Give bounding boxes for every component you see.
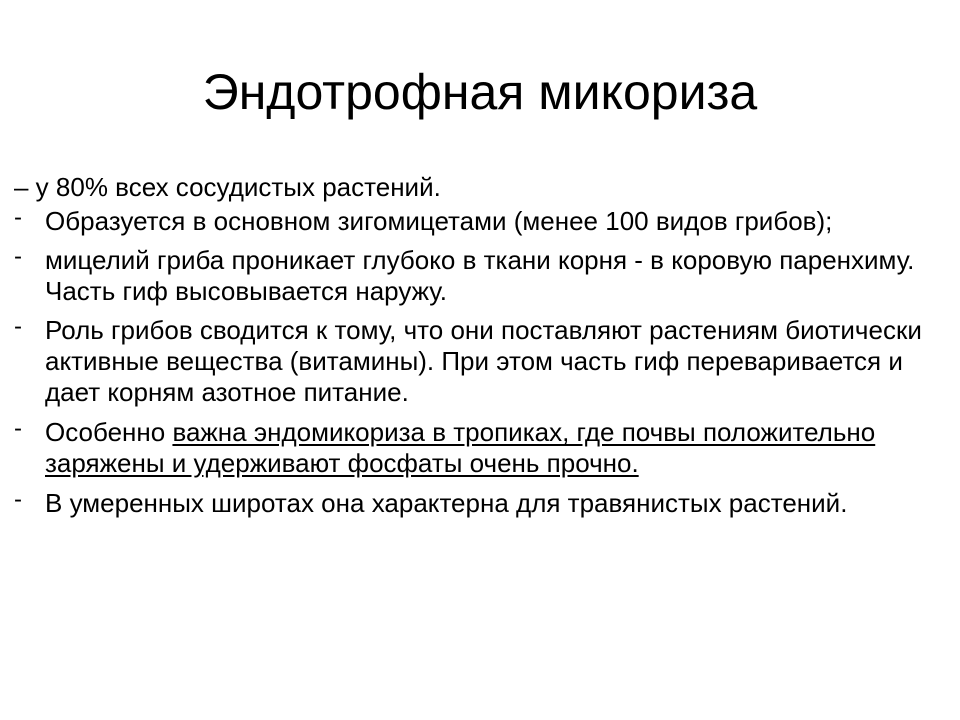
bullet-text (45, 417, 875, 478)
bullet-item (14, 315, 950, 408)
bullet-text-plain: Особенно (45, 417, 173, 447)
dash-bullet-icon: - (14, 486, 22, 513)
bullet-item (14, 488, 950, 519)
bullet-list (14, 206, 950, 519)
dash-bullet-icon: - (14, 415, 22, 442)
bullet-text: Роль грибов сводится к тому, что они поставляют растениям биотически активные вещества (витамины). При этом часть гиф переваривается и дает корням азотное питание. (45, 315, 922, 407)
bullet-text: Образуется в основном зигомицетами (менее 100 видов грибов); (45, 206, 833, 236)
dash-bullet-icon: - (14, 204, 22, 231)
slide-title: Эндотрофная микориза (202, 64, 758, 120)
bullet-text-underlined: важна эндомикориза в тропиках, где почвы положительно заряжены и удерживают фосфаты очень прочно. (45, 417, 876, 478)
bullet-item (14, 206, 950, 237)
dash-bullet-icon: - (14, 313, 22, 340)
dash-bullet-icon: - (14, 243, 22, 270)
bullet-item (14, 417, 950, 479)
bullet-item (14, 245, 950, 307)
bullet-text: В умеренных широтах она характерна для травянистых растений. (45, 488, 848, 518)
intro-line: – у 80% всех сосудистых растений. (14, 172, 441, 202)
bullet-text: мицелий гриба проникает глубоко в ткани корня - в коровую паренхиму. Часть гиф высовывается наружу. (45, 245, 915, 306)
slide-content (14, 172, 950, 526)
